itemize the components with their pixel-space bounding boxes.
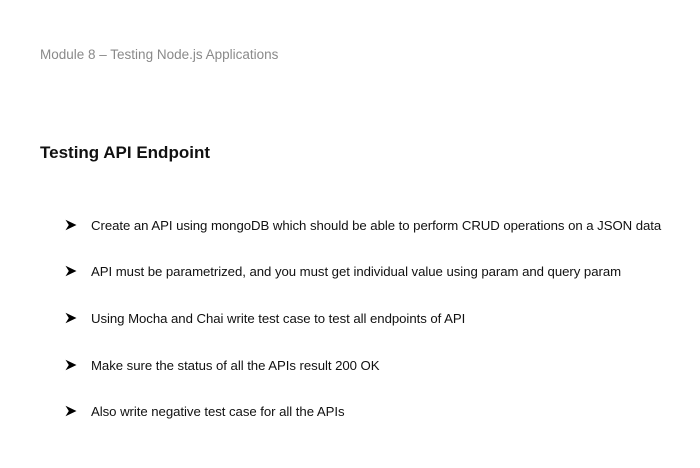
- bullet-text: Create an API using mongoDB which should be able to perform CRUD operations on a JSON data: [91, 217, 662, 233]
- bullet-item: [65, 355, 380, 375]
- bullet-text: API must be parametrized, and you must get individual value using param and query param: [91, 263, 622, 279]
- arrowhead-bullet-icon: [65, 265, 77, 277]
- bullet-item: [65, 401, 345, 421]
- arrowhead-bullet-icon: [65, 359, 77, 371]
- page-header: Module 8 – Testing Node.js Applications: [40, 47, 279, 62]
- section-heading: Testing API Endpoint: [40, 143, 210, 162]
- bullet-text: Also write negative test case for all the APIs: [91, 403, 345, 419]
- bullet-text: Using Mocha and Chai write test case to test all endpoints of API: [91, 310, 466, 326]
- arrowhead-bullet-icon: [65, 312, 77, 324]
- bullet-item: [65, 261, 621, 281]
- bullet-item: [65, 215, 661, 235]
- arrowhead-bullet-icon: [65, 405, 77, 417]
- bullet-text: Make sure the status of all the APIs result 200 OK: [91, 357, 380, 373]
- arrowhead-bullet-icon: [65, 219, 77, 231]
- bullet-item: [65, 308, 465, 328]
